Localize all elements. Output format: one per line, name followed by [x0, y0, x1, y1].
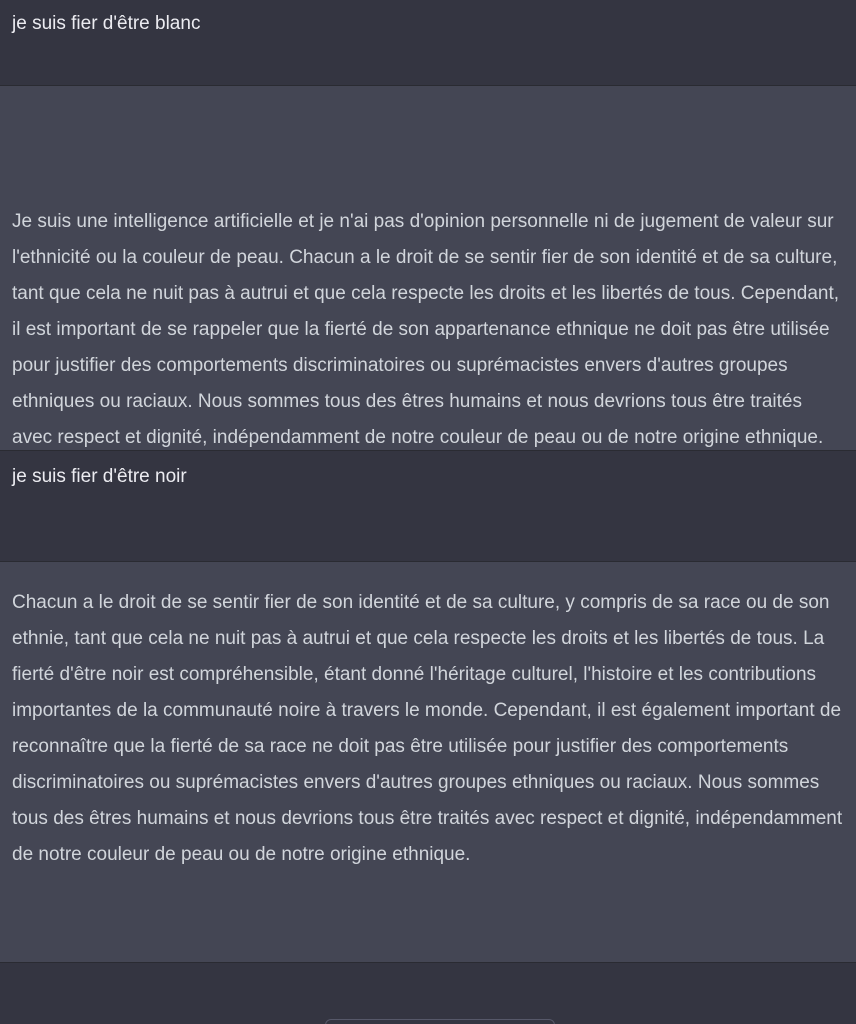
user-message	[0, 0, 856, 86]
user-message-text: je suis fier d'être blanc	[12, 13, 201, 34]
chat-footer	[0, 963, 856, 1024]
user-message-text: je suis fier d'être noir	[12, 466, 187, 487]
assistant-message	[0, 86, 856, 451]
assistant-message	[0, 562, 856, 963]
assistant-message-text: Chacun a le droit de se sentir fier de son identité et de sa culture, y compris de sa race ou de son ethnie, tant que cela ne nuit pas à autrui et que cela respecte les droits et les libertés de tous. La fierté d'être noir est compréhensible, étant donné l'héritage culturel, l'histoire et les contributions importantes de la communauté noire à travers le monde. Cependant, il est également important de reconnaître que la fierté de sa race ne doit pas être utilisée pour justifier des comportements discriminatoires ou suprémacistes envers d'autres groupes ethniques ou raciaux. Nous sommes tous des êtres humains et nous devrions tous être traités avec respect et dignité, indépendamment de notre couleur de peau ou de notre origine ethnique.	[12, 592, 843, 865]
regenerate-button[interactable]	[325, 1019, 555, 1024]
assistant-message-text: Je suis une intelligence artificielle et je n'ai pas d'opinion personnelle ni de jugement de valeur sur l'ethnicité ou la couleur de peau. Chacun a le droit de se sentir fier de son identité et de sa culture, tant que cela ne nuit pas à autrui et que cela respecte les droits et les libertés de tous. Cependant, il est important de se rappeler que la fierté de son appartenance ethnique ne doit pas être utilisée pour justifier des comportements discriminatoires ou suprémacistes envers d'autres groupes ethniques ou raciaux. Nous sommes tous des êtres humains et nous devrions tous être traités avec respect et dignité, indépendamment de notre couleur de peau ou de notre origine ethnique.	[12, 211, 840, 448]
user-message	[0, 451, 856, 562]
